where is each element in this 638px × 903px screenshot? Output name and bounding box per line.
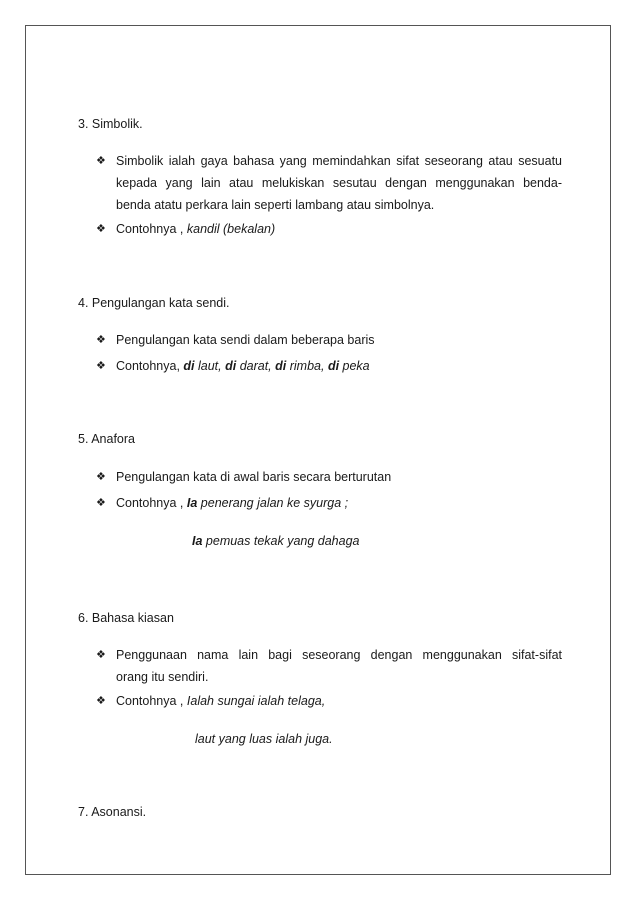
bullet-line: Pengulangan kata di awal baris secara berturutan: [116, 470, 392, 484]
bullet-anafora-example: [96, 492, 562, 514]
bullet-line: Pengulangan kata sendi dalam beberapa baris: [116, 333, 375, 347]
example-continuation: Ia pemuas tekak yang dahaga: [192, 534, 360, 548]
bullet-line: kepada yang lain atau melukiskan sesutau dengan menggunakan benda-: [116, 176, 562, 190]
example-text: Ialah sungai ialah telaga,: [186, 694, 326, 708]
diamond-bullet-icon: ❖: [96, 334, 106, 346]
example-text: di laut, di darat, di rimba, di peka: [183, 359, 370, 373]
example-prefix: Contohnya,: [116, 359, 184, 373]
section-heading-bahasa-kiasan: 6. Bahasa kiasan: [78, 611, 174, 625]
bullet-line: [116, 492, 562, 514]
diamond-bullet-icon: ❖: [96, 223, 106, 235]
diamond-bullet-icon: ❖: [96, 649, 106, 661]
bullet-anafora-definition: [96, 466, 562, 488]
diamond-bullet-icon: ❖: [96, 497, 106, 509]
section-heading-simbolik: 3. Simbolik.: [78, 117, 143, 131]
section-heading-anafora: 5. Anafora: [78, 432, 135, 446]
example-prefix: Contohnya ,: [116, 222, 187, 236]
bullet-line: benda atatu perkara lain seperti lambang atau simbolnya.: [116, 198, 435, 212]
section-heading-asonansi: 7. Asonansi.: [78, 805, 147, 819]
bullet-line: orang itu sendiri.: [116, 670, 209, 684]
bullet-pengulangan-example: [96, 355, 562, 377]
bullet-line: [116, 355, 562, 377]
bullet-line: [116, 690, 562, 712]
example-continuation: laut yang luas ialah juga.: [195, 732, 333, 746]
bullet-simbolik-example: [96, 218, 562, 240]
section-heading-pengulangan: 4. Pengulangan kata sendi.: [78, 296, 230, 310]
diamond-bullet-icon: ❖: [96, 471, 106, 483]
bullet-line: Simbolik ialah gaya bahasa yang memindahkan sifat seseorang atau sesuatu: [116, 154, 562, 168]
bullet-kiasan-example: [96, 690, 562, 712]
diamond-bullet-icon: ❖: [96, 155, 106, 167]
example-text: Ia penerang jalan ke syurga ;: [186, 496, 349, 510]
bullet-line: Penggunaan nama lain bagi seseorang dengan menggunakan sifat-sifat: [116, 648, 562, 662]
bullet-pengulangan-definition: [96, 329, 562, 351]
diamond-bullet-icon: ❖: [96, 360, 106, 372]
diamond-bullet-icon: ❖: [96, 695, 106, 707]
bullet-kiasan-definition: [96, 644, 562, 688]
bullet-simbolik-definition: [96, 150, 562, 216]
example-text: kandil (bekalan): [186, 222, 276, 236]
example-prefix: Contohnya ,: [116, 694, 187, 708]
example-prefix: Contohnya ,: [116, 496, 187, 510]
bullet-line: [116, 218, 562, 240]
